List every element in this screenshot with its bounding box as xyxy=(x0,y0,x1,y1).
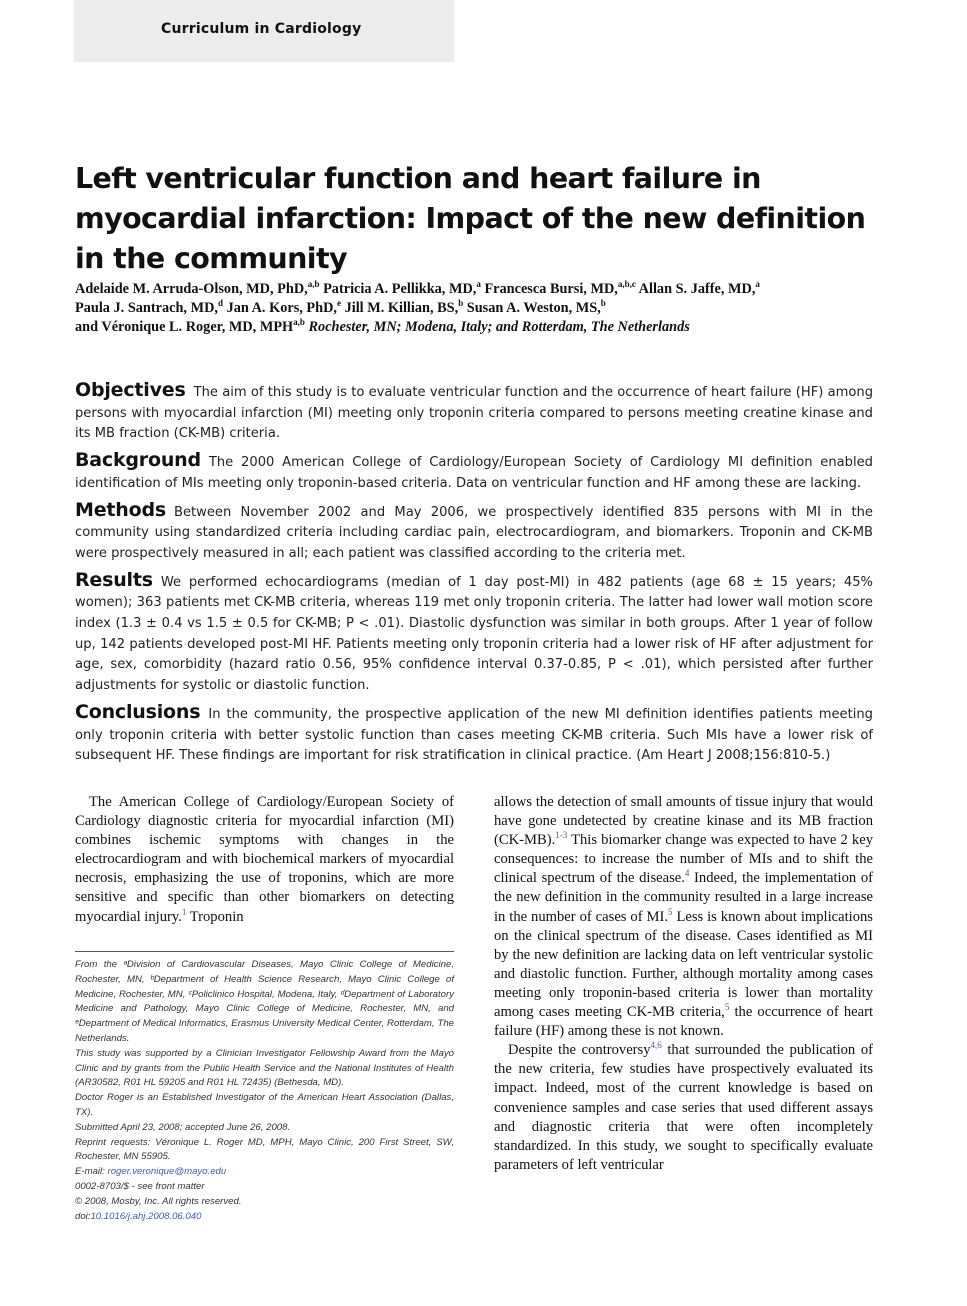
footnote-issn: 0002-8703/$ - see front matter xyxy=(75,1180,205,1192)
body-text: Less is known about implications on the clinical spectrum of the disease. Cases identified as MI by the new definition are lacking data on left ventricular systolic and diastolic function. Further, although mortality among cases meeting only troponin-based criteria is lower than mortality among cases meeting CK-MB criteria, xyxy=(494,908,873,1021)
section-header-tab xyxy=(74,0,454,62)
abstract-heading: Results xyxy=(75,568,153,591)
body-paragraph xyxy=(494,793,873,1041)
footnotes xyxy=(75,958,454,1224)
abstract-objectives xyxy=(75,380,873,445)
abstract-text: In the community, the prospective application of the new MI definition identifies patients meeting only troponin criteria with better systolic function than cases meeting CK-MB criteria. Such MIs have a lower risk of subsequent HF. These findings are important for risk stratification in clinical practice. (Am Heart J 2008;156:810-5.) xyxy=(75,706,873,764)
body-paragraph xyxy=(494,1041,873,1175)
body-column-right xyxy=(494,793,873,1175)
abstract-text: We performed echocardiograms (median of 1 day post-MI) in 482 patients (age 68 ± 15 years; 45% women); 363 patients met CK-MB criteria, whereas 119 met only troponin criteria. The latter had lower wall motion score index (1.3 ± 0.4 vs 1.5 ± 0.5 for CK-MB; P < .01). Diastolic dysfunction was similar in both groups. After 1 year of follow up, 142 patients developed post-MI HF. Patients meeting only troponin criteria had a lower risk of HF after adjustment for age, sex, comorbidity (hazard ratio 0.56, 95% confidence interval 0.37-0.85, P < .01), which persisted after further adjustments for systolic or diastolic function. xyxy=(75,574,873,694)
author-affiliation-mark: b xyxy=(458,298,464,309)
author-name: Adelaide M. Arruda-Olson, MD, PhD, xyxy=(75,281,308,297)
footnote-dates: Submitted April 23, 2008; accepted June 26, 2008. xyxy=(75,1121,291,1133)
abstract-results xyxy=(75,570,873,697)
author-affiliation-mark: a xyxy=(476,279,481,290)
citation-link[interactable]: 1 xyxy=(181,906,187,917)
abstract-heading: Background xyxy=(75,449,201,472)
citation-link[interactable]: 5 xyxy=(724,1002,730,1013)
body-text: allows the detection of small amounts of tissue injury that would have gone undetected by creatine kinase and its MB fraction (CK-MB). xyxy=(494,794,873,849)
author-name: Jan A. Kors, PhD, xyxy=(226,300,337,316)
body-text: Troponin xyxy=(186,908,244,925)
abstract-heading: Conclusions xyxy=(75,700,201,723)
author-name: and Véronique L. Roger, MD, MPH xyxy=(75,319,294,335)
abstract-heading: Objectives xyxy=(75,379,186,401)
abstract xyxy=(75,380,873,772)
citation-link[interactable]: 1-3 xyxy=(555,830,568,841)
body-text: the occurrence of heart failure (HF) among these is not known. xyxy=(494,1004,874,1040)
body-text: The American College of Cardiology/European Society of Cardiology diagnostic criteria for myocardial infarction (MI) combines ischemic symptoms with changes in the electrocardiogram and with biochemical markers of myocardial necrosis, emphasizing the use of troponins, which are more sensitive and specific than other biomarkers on detecting myocardial injury. xyxy=(75,794,454,925)
abstract-background xyxy=(75,450,873,494)
doi-link[interactable]: 10.1016/j.ahj.2008.06.040 xyxy=(90,1210,202,1222)
body-text: This biomarker change was expected to have 2 key consequences: to increase the number of MIs and to shift the clinical spectrum of the disease. xyxy=(494,832,873,887)
author-name: Paula J. Santrach, MD, xyxy=(75,300,218,316)
section-label: Curriculum in Cardiology xyxy=(161,21,362,37)
author-name: Francesca Bursi, MD, xyxy=(484,281,618,297)
body-column-left xyxy=(75,793,454,927)
author-name: Allan S. Jaffe, MD, xyxy=(638,281,756,297)
footnote-affiliations: From the ᵃDivision of Cardiovascular Diseases, Mayo Clinic College of Medicine, Rochester, MN, ᵇDepartment of Health Science Research, Mayo Clinic College of Medicine, Rochester, MN, ᶜPoliclinico Hospital, Modena, Italy, ᵈDepartment of Laboratory Medicine and Pathology, Mayo Clinic College of Medicine, Rochester, MN, and ᵉDepartment of Medical Informatics, Erasmus University Medical Center, Rotterdam, The Netherlands. xyxy=(75,959,454,1044)
abstract-methods xyxy=(75,500,873,565)
abstract-conclusions xyxy=(75,702,873,767)
doi-label: doi: xyxy=(75,1210,91,1222)
abstract-text: The 2000 American College of Cardiology/European Society of Cardiology MI definition enabled identification of MIs meeting only troponin-based criteria. Data on ventricular function and HF among these are lacking. xyxy=(75,455,873,491)
citation-link[interactable]: 5 xyxy=(668,906,673,917)
footnote-email xyxy=(75,1165,454,1180)
citation-link[interactable]: 4 xyxy=(684,868,690,879)
footnote-reprint: Reprint requests: Véronique L. Roger MD, MPH, Mayo Clinic, 200 First Street, SW, Rochester, MN 55905. xyxy=(75,1136,454,1163)
author-locations: Rochester, MN; Modena, Italy; and Rotterdam, The Netherlands xyxy=(308,319,690,335)
author-affiliation-mark: e xyxy=(337,298,341,309)
footnote-doi xyxy=(75,1210,454,1225)
footnote-divider xyxy=(75,951,454,952)
body-text: that surrounded the publication of the new criteria, few studies have prospectively evaluated its impact. Indeed, most of the current knowledge is based on convenience samples and case series that used different assays and diagnostic criteria that were often incompletely standardized. In this study, we sought to specifically evaluate parameters of left ventricular xyxy=(494,1042,873,1173)
author-name: Jill M. Killian, BS, xyxy=(344,300,459,316)
abstract-text: Between November 2002 and May 2006, we prospectively identified 835 persons with MI in the community using standardized criteria including cardiac pain, electrocardiogram, and biomarkers. Troponin and CK-MB were prospectively measured in all; each patient was classified according to the criteria met. xyxy=(75,504,873,561)
email-link[interactable]: roger.veronique@mayo.edu xyxy=(107,1166,227,1178)
author-affiliation-mark: b xyxy=(600,298,606,309)
author-affiliation-mark: d xyxy=(217,298,223,309)
abstract-heading: Methods xyxy=(75,498,166,521)
author-name: Susan A. Weston, MS, xyxy=(466,300,601,316)
article-title: Left ventricular function and heart failure in myocardial infarction: Impact of the new definition in the community xyxy=(75,162,866,275)
footnote-disclosure: Doctor Roger is an Established Investigator of the American Heart Association (Dallas, TX). xyxy=(75,1092,454,1118)
author-list xyxy=(75,280,905,337)
abstract-text: The aim of this study is to evaluate ventricular function and the occurrence of heart failure (HF) among persons with myocardial infarction (MI) meeting only troponin criteria compared to persons meeting creatine kinase and its MB fraction (CK-MB) criteria. xyxy=(75,385,873,442)
author-affiliation-mark: a,b xyxy=(293,317,305,328)
author-affiliation-mark: a,b,c xyxy=(617,279,636,290)
footnote-funding: This study was supported by a Clinician Investigator Fellowship Award from the Mayo Clinic and by grants from the Public Health Service and the National Institutes of Health (AR30582, R01 HL 59205 and R01 HL 72435) (Bethesda, MD). xyxy=(75,1047,454,1089)
author-name: Patricia A. Pellikka, MD, xyxy=(323,281,477,297)
body-text: Despite the controversy xyxy=(508,1042,651,1059)
email-label: E-mail: xyxy=(75,1166,108,1178)
author-affiliation-mark: a xyxy=(755,279,760,290)
citation-link[interactable]: 4,6 xyxy=(650,1040,662,1051)
author-affiliation-mark: a,b xyxy=(307,279,320,290)
footnote-copyright: © 2008, Mosby, Inc. All rights reserved. xyxy=(75,1195,242,1207)
body-paragraph xyxy=(75,793,454,927)
body-text: Indeed, the implementation of the new definition in the community resulted in a large increase in the number of cases of MI. xyxy=(494,870,873,925)
